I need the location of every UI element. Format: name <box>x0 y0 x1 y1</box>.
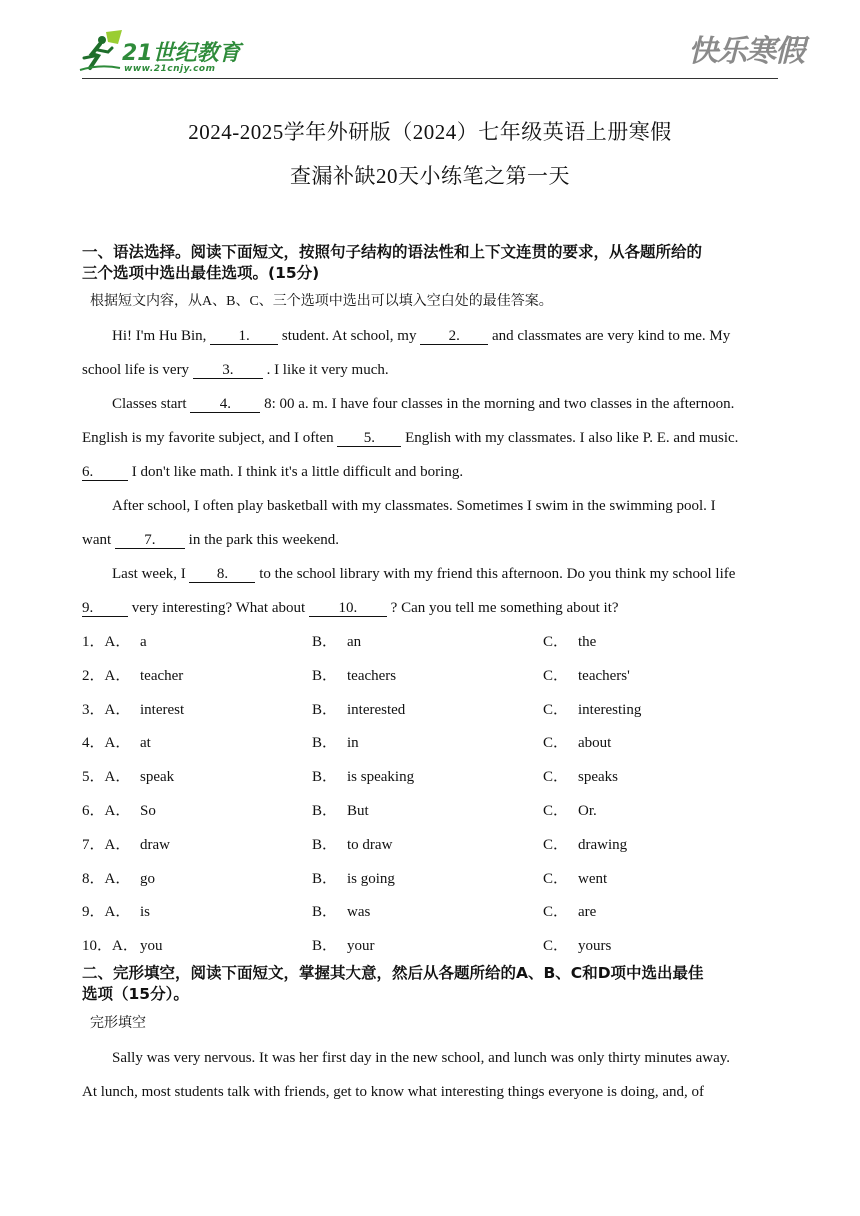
option-b: teachers <box>347 667 397 684</box>
option-row <box>82 666 787 686</box>
passage-text: ? Can you tell me something about it? <box>390 600 619 616</box>
option-a: go <box>140 870 155 887</box>
option-c: interesting <box>578 701 642 718</box>
section1-heading-line1: 一、语法选择。阅读下面短文，按照句子结构的语法性和上下文连贯的要求，从各题所给的 <box>82 243 703 261</box>
option-row <box>82 767 787 787</box>
option-c-letter: C． <box>543 735 569 752</box>
section1-heading <box>82 242 782 284</box>
passage-text: to the school library with my friend this afternoon. Do you think my school life <box>259 566 736 582</box>
logo-url: www.21cnjy.com <box>124 64 216 74</box>
option-b-letter: B． <box>312 836 338 853</box>
option-b-letter: B． <box>312 667 338 684</box>
blank-5: 5. <box>337 430 401 447</box>
passage-line-4 <box>82 428 787 448</box>
option-c: are <box>578 904 597 921</box>
option-c: went <box>578 870 608 887</box>
option-row <box>82 632 787 652</box>
blank-6: 6. <box>82 464 128 481</box>
option-row <box>82 801 787 821</box>
option-a: speak <box>140 769 175 786</box>
option-c: the <box>578 634 597 650</box>
option-number: 4．A． <box>82 735 131 752</box>
option-c: Or. <box>578 803 597 819</box>
option-c: about <box>578 735 612 752</box>
section1-heading-line2: 三个选项中选出最佳选项。(15分) <box>82 264 320 282</box>
winter-holiday-logo-text: 快乐寒假 <box>688 34 804 69</box>
option-b-letter: B． <box>312 769 338 786</box>
option-number: 3．A． <box>82 701 131 718</box>
option-b-letter: B． <box>312 701 338 718</box>
option-row <box>82 733 787 753</box>
runner-icon <box>78 30 122 74</box>
option-c-letter: C． <box>543 803 569 819</box>
option-c: teachers' <box>578 667 630 684</box>
option-b: was <box>347 904 371 921</box>
option-number: 1．A． <box>82 634 131 650</box>
logo-text: 21世纪教育 <box>122 41 241 66</box>
option-b-letter: B． <box>312 803 338 819</box>
passage-text: and classmates are very kind to me. My <box>491 328 731 344</box>
passage-line-2 <box>82 360 787 380</box>
option-number: 2．A． <box>82 667 131 684</box>
section1-instruction: 根据短文内容，从A、B、C、三个选项中选出可以填入空白处的最佳答案。 <box>90 294 553 309</box>
option-c-letter: C． <box>543 769 569 786</box>
option-a: is <box>140 904 151 921</box>
passage-text: 8: 00 a. m. I have four classes in the morning and two classes in the afternoon. <box>264 396 735 412</box>
blank-10: 10. <box>309 600 387 617</box>
option-b: an <box>347 634 362 650</box>
passage-line-9 <box>82 598 787 618</box>
option-b: in <box>347 735 359 752</box>
option-b: to draw <box>347 836 393 853</box>
option-b-letter: B． <box>312 634 338 650</box>
option-number: 9．A． <box>82 904 131 921</box>
option-b: your <box>347 938 375 955</box>
option-a: So <box>140 803 156 819</box>
passage-line-1 <box>112 326 817 346</box>
blank-3: 3. <box>193 362 263 379</box>
option-b-letter: B． <box>312 735 338 752</box>
option-row <box>82 700 787 720</box>
blank-8: 8. <box>189 566 255 583</box>
option-a: a <box>140 634 147 650</box>
passage-text: very interesting? What about <box>131 600 306 616</box>
blank-1: 1. <box>210 328 278 345</box>
option-c-letter: C． <box>543 667 569 684</box>
option-b: is going <box>347 870 395 887</box>
passage-text: Classes start <box>112 396 187 412</box>
option-number: 6．A． <box>82 803 131 819</box>
option-c-letter: C． <box>543 701 569 718</box>
option-b: interested <box>347 701 406 718</box>
option-b-letter: B． <box>312 870 338 887</box>
section2-passage-line-2: At lunch, most students talk with friends, get to know what interesting things everyone is doing, and, of <box>82 1084 704 1100</box>
option-c-letter: C． <box>543 870 569 887</box>
section2-heading <box>82 963 782 1005</box>
option-number: 5．A． <box>82 769 131 786</box>
section2-passage-line-1: Sally was very nervous. It was her first day in the new school, and lunch was only thirty minutes away. <box>112 1050 731 1066</box>
section2-label: 完形填空 <box>90 1016 146 1031</box>
site-logo <box>78 30 248 78</box>
option-a: at <box>140 735 151 752</box>
passage-text: Hi! I'm Hu Bin, <box>112 328 207 344</box>
passage-line-8 <box>112 564 817 584</box>
blank-4: 4. <box>190 396 260 413</box>
blank-7: 7. <box>115 532 185 549</box>
option-c: speaks <box>578 769 618 786</box>
option-row <box>82 835 787 855</box>
option-row <box>82 902 787 922</box>
passage-text: English is my favorite subject, and I often <box>82 430 334 446</box>
option-a: teacher <box>140 667 184 684</box>
option-c-letter: C． <box>543 904 569 921</box>
passage-line-7 <box>82 530 787 550</box>
option-number: 8．A． <box>82 870 131 887</box>
passage-line-5 <box>82 462 787 482</box>
passage-text: student. At school, my <box>281 328 417 344</box>
passage-text: I don't like math. I think it's a little difficult and boring. <box>131 464 464 480</box>
passage-text: English with my classmates. I also like P. E. and music. <box>405 430 739 446</box>
option-c: yours <box>578 938 612 955</box>
winter-holiday-logo <box>688 18 823 70</box>
option-a: draw <box>140 836 170 853</box>
page-title-line1: 2024-2025学年外研版（2024）七年级英语上册寒假 <box>188 120 672 144</box>
option-c-letter: C． <box>543 836 569 853</box>
passage-text: school life is very <box>82 362 190 378</box>
passage-text: . I like it very much. <box>266 362 389 378</box>
page-title-line2: 查漏补缺20天小练笔之第一天 <box>290 164 570 188</box>
section2-heading-line1: 二、完形填空，阅读下面短文，掌握其大意，然后从各题所给的A、B、C和D项中选出最佳 <box>82 964 704 982</box>
option-row <box>82 936 787 956</box>
option-c-letter: C． <box>543 634 569 650</box>
section2-heading-line2: 选项（15分）。 <box>82 985 189 1003</box>
page-header <box>0 0 860 82</box>
passage-line-6: After school, I often play basketball with my classmates. Sometimes I swim in the swimming pool. I <box>112 498 716 514</box>
option-b-letter: B． <box>312 904 338 921</box>
option-a: interest <box>140 701 185 718</box>
option-row <box>82 869 787 889</box>
option-number: 7．A． <box>82 836 131 853</box>
passage-text: in the park this weekend. <box>188 532 340 548</box>
header-divider <box>82 78 778 79</box>
passage-line-3 <box>112 394 817 414</box>
blank-2: 2. <box>420 328 488 345</box>
passage-text: Last week, I <box>112 566 186 582</box>
option-b-letter: B． <box>312 938 338 955</box>
passage-text: want <box>82 532 112 548</box>
option-b: is speaking <box>347 769 415 786</box>
option-number: 10．A． <box>82 938 138 955</box>
option-c-letter: C． <box>543 938 569 955</box>
blank-9: 9. <box>82 600 128 617</box>
option-a: you <box>140 938 163 955</box>
option-b: But <box>347 803 369 819</box>
option-c: drawing <box>578 836 628 853</box>
